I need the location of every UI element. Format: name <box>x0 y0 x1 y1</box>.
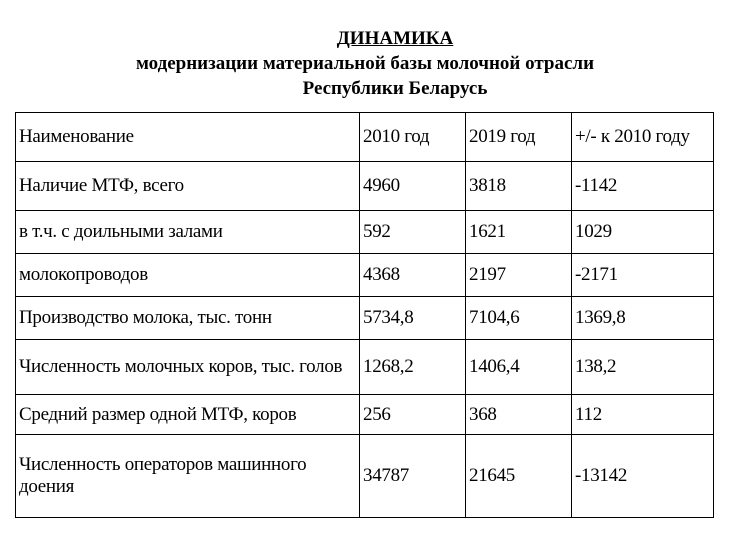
value-diff: 138,2 <box>572 340 714 395</box>
table-row <box>16 297 714 340</box>
table-row <box>16 254 714 297</box>
header-2010: 2010 год <box>360 113 466 162</box>
header-name: Наименование <box>16 113 360 162</box>
value-diff: 1369,8 <box>572 297 714 340</box>
value-2010: 4368 <box>360 254 466 297</box>
value-diff: -1142 <box>572 162 714 211</box>
table-row <box>16 340 714 395</box>
title-line-3: Республики Беларусь <box>302 78 488 99</box>
value-2010: 5734,8 <box>360 297 466 340</box>
value-2019: 2197 <box>466 254 572 297</box>
row-label: в т.ч. с доильными залами <box>16 211 360 254</box>
header-diff: +/- к 2010 году <box>572 113 714 162</box>
value-2019: 1406,4 <box>466 340 572 395</box>
value-2010: 34787 <box>360 435 466 518</box>
row-label: Средний размер одной МТФ, коров <box>16 395 360 435</box>
value-2019: 368 <box>466 395 572 435</box>
table-row <box>16 435 714 518</box>
value-2019: 1621 <box>466 211 572 254</box>
row-label: Производство молока, тыс. тонн <box>16 297 360 340</box>
row-label: Численность операторов машинного доения <box>16 435 360 518</box>
value-2010: 256 <box>360 395 466 435</box>
row-label: Численность молочных коров, тыс. голов <box>16 340 360 395</box>
document-title <box>0 26 730 101</box>
table-row <box>16 211 714 254</box>
value-diff: -13142 <box>572 435 714 518</box>
row-label: молокопроводов <box>16 254 360 297</box>
value-diff: 1029 <box>572 211 714 254</box>
dairy-modernization-table <box>15 112 714 518</box>
value-2010: 592 <box>360 211 466 254</box>
table-header-row <box>16 113 714 162</box>
value-2010: 4960 <box>360 162 466 211</box>
value-2019: 3818 <box>466 162 572 211</box>
value-2010: 1268,2 <box>360 340 466 395</box>
value-2019: 21645 <box>466 435 572 518</box>
value-diff: 112 <box>572 395 714 435</box>
title-main: ДИНАМИКА <box>336 28 454 49</box>
value-2019: 7104,6 <box>466 297 572 340</box>
header-2019: 2019 год <box>466 113 572 162</box>
title-line-2: модернизации материальной базы молочной отрасли <box>135 53 595 74</box>
table-row <box>16 395 714 435</box>
value-diff: -2171 <box>572 254 714 297</box>
row-label: Наличие МТФ, всего <box>16 162 360 211</box>
table-row <box>16 162 714 211</box>
